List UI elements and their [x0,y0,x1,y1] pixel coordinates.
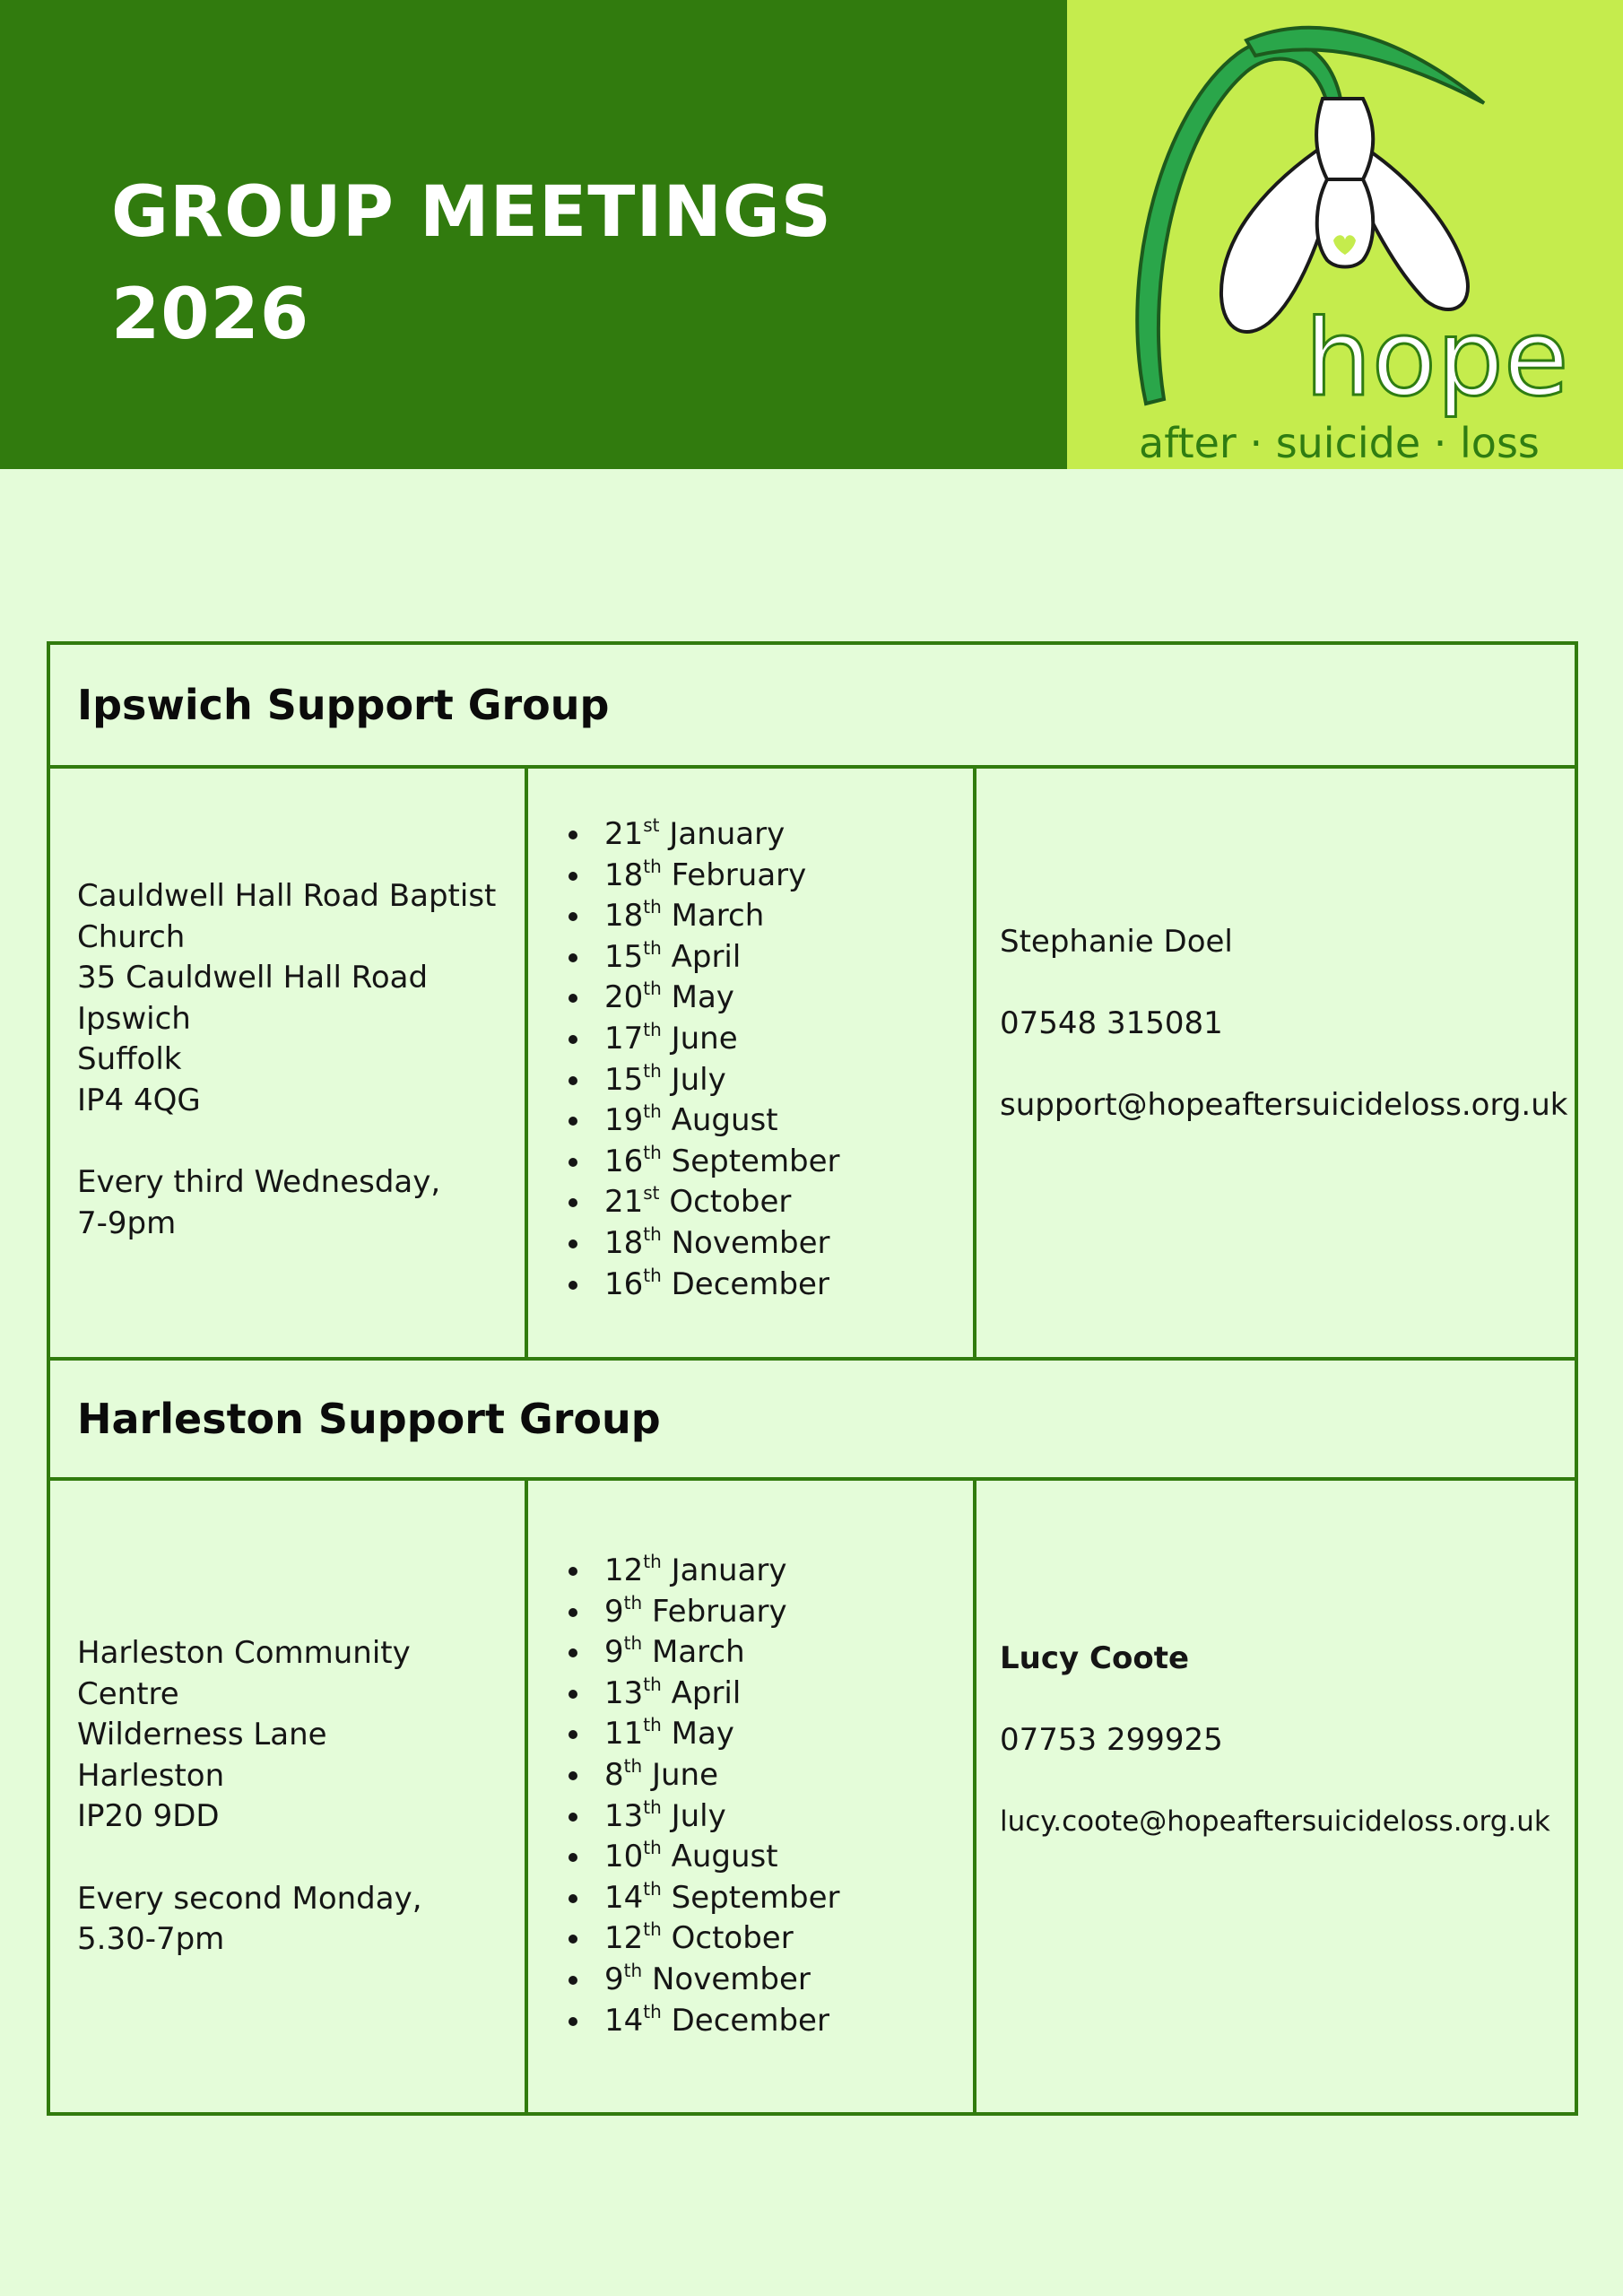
schedule-line: 5.30-7pm [77,1921,225,1958]
address-line: Suffolk [77,1041,182,1078]
contact-harleston [1000,1639,1574,1843]
date-item: 15th April [568,937,981,978]
snowdrop-top-icon [1316,99,1373,179]
logo-word: hope [1305,296,1569,420]
address-line: Cauldwell Hall Road Baptist [77,878,497,914]
group-title-ipswich: Ipswich Support Group [77,681,610,729]
address-line: Wilderness Lane [77,1717,327,1753]
date-item: 21st October [568,1182,981,1223]
date-item: 18th March [568,896,981,937]
address-line: Harleston Community [77,1635,411,1671]
contact-ipswich [1000,922,1574,1126]
row-divider [50,765,1575,769]
date-item: 16th September [568,1142,981,1183]
schedule-line: Every second Monday, [77,1880,422,1917]
date-item: 14th December [568,2001,981,2042]
row-divider [50,1477,1575,1481]
header-title-panel [0,0,1067,469]
date-item: 9th February [568,1592,981,1633]
date-item: 21st January [568,814,981,856]
page-title-line-1: GROUP MEETINGS [111,172,832,253]
schedule-line: Every third Wednesday, [77,1164,441,1201]
date-item: 11th May [568,1714,981,1755]
date-item: 18th November [568,1223,981,1265]
address-line: Ipswich [77,1000,191,1037]
date-item: 13th April [568,1674,981,1715]
contact-name: Lucy Coote [1000,1640,1190,1676]
hope-logo [1067,0,1623,469]
group-title-harleston: Harleston Support Group [77,1395,661,1443]
date-item: 14th September [568,1878,981,1919]
column-divider [525,1481,528,2116]
column-divider [973,1481,976,2116]
snowdrop-leaf-icon [1246,28,1484,103]
logo-tagline: after · suicide · loss [1139,419,1540,467]
date-item: 15th July [568,1060,981,1101]
address-line: 35 Cauldwell Hall Road [77,960,429,996]
contact-email: support@hopeaftersuicideloss.org.uk [1000,1087,1568,1124]
date-item: 13th July [568,1796,981,1838]
date-item: 12th October [568,1918,981,1960]
page-title [111,161,832,366]
date-list [568,1551,981,2041]
date-item: 19th August [568,1100,981,1142]
dates-harleston [568,1551,981,2041]
address-line: Church [77,918,186,955]
address-line: Centre [77,1675,179,1712]
column-divider [973,769,976,1357]
page-header [0,0,1623,469]
contact-phone: 07548 315081 [1000,1005,1223,1042]
meetings-table [47,641,1578,2116]
date-item: 17th June [568,1019,981,1060]
contact-phone: 07753 299925 [1000,1722,1223,1759]
date-item: 9th March [568,1632,981,1674]
address-line: Harleston [77,1757,225,1794]
address-line: IP4 4QG [77,1082,201,1118]
contact-email: lucy.coote@hopeaftersuicideloss.org.uk [1000,1805,1550,1839]
address-ipswich [77,876,516,1244]
schedule-line: 7-9pm [77,1205,177,1241]
date-item: 18th February [568,856,981,897]
contact-name: Stephanie Doel [1000,924,1233,960]
column-divider [525,769,528,1357]
page-title-line-2: 2026 [111,274,310,355]
date-item: 12th January [568,1551,981,1592]
date-item: 20th May [568,978,981,1019]
dates-ipswich [568,814,981,1305]
address-line: IP20 9DD [77,1798,220,1835]
logo-panel [1067,0,1623,469]
date-item: 16th December [568,1265,981,1306]
date-item: 9th November [568,1960,981,2001]
date-item: 10th August [568,1837,981,1878]
address-harleston [77,1633,516,1961]
date-list [568,814,981,1305]
date-item: 8th June [568,1755,981,1796]
